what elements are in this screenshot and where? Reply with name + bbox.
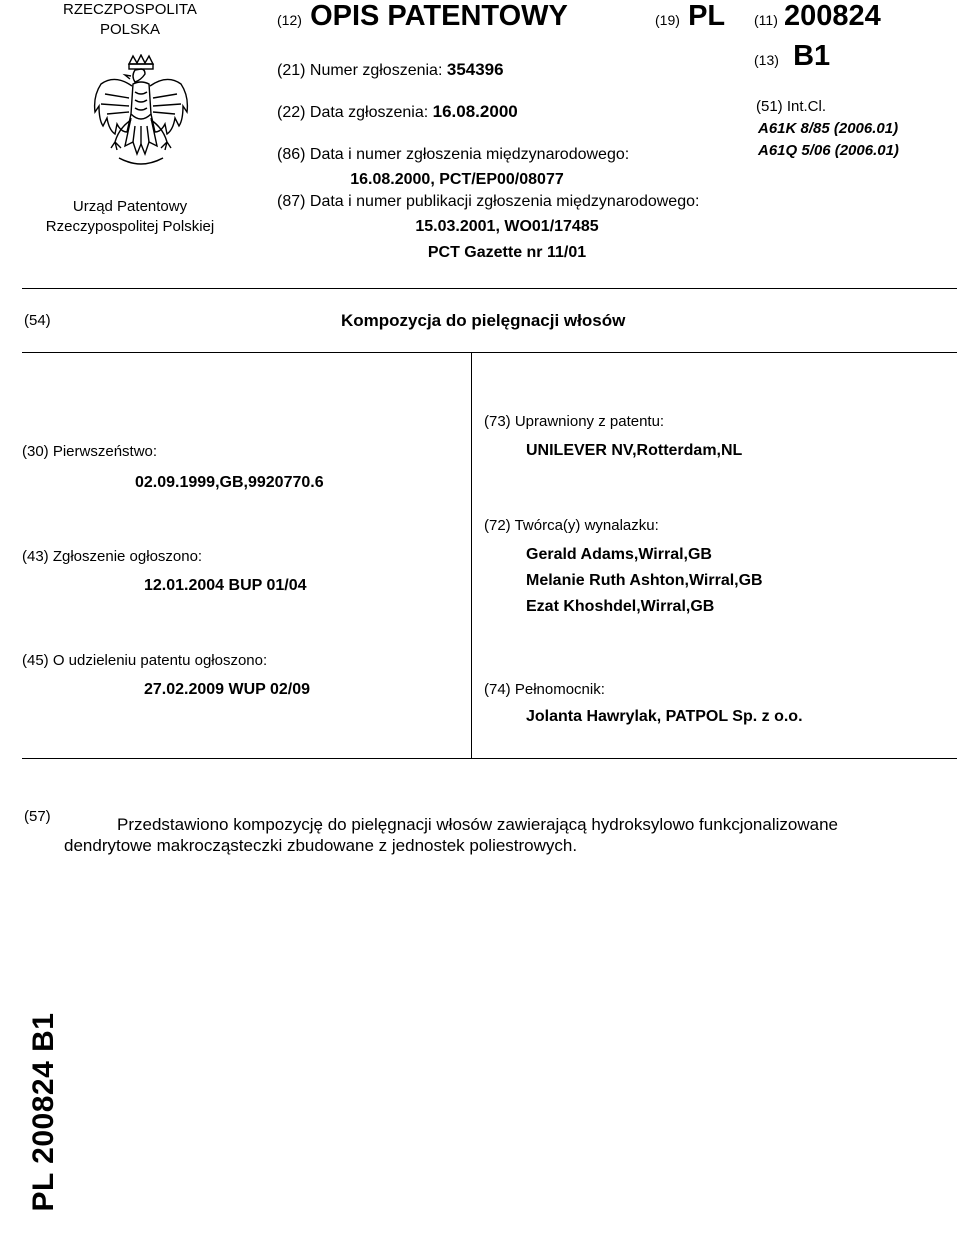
patent-number-row	[754, 0, 881, 33]
published-label: (43) Zgłoszenie ogłoszono:	[22, 548, 203, 565]
abstract-code: (57)	[24, 808, 51, 825]
intl-publication-label: (87) Data i numer publikacji zgłoszenia międzynarodowego:	[277, 193, 700, 210]
application-number-row	[277, 60, 504, 80]
inventor-3: Ezat Khoshdel,Wirral,GB	[526, 598, 715, 615]
side-patent-number: PL 200824 B1	[27, 1012, 60, 1212]
filing-date: 16.08.2000	[432, 102, 518, 121]
kind-code-row	[754, 40, 830, 73]
intcl-1: A61K 8/85 (2006.01)	[758, 120, 899, 137]
doc-type-line	[277, 0, 568, 33]
divider-title	[22, 352, 957, 353]
abstract-line-2: dendrytowe makrocząsteczki zbudowane z jednostek poliestrowych.	[64, 836, 578, 855]
title-code: (54)	[24, 312, 51, 329]
country-code-label: (19)	[655, 12, 680, 28]
patent-number-code: (11)	[754, 12, 778, 28]
owner-label: (73) Uprawniony z patentu:	[484, 413, 665, 430]
owner-value: UNILEVER NV,Rotterdam,NL	[526, 442, 743, 459]
attorney-label: (74) Pełnomocnik:	[484, 681, 605, 698]
doc-type: OPIS PATENTOWY	[310, 0, 568, 32]
inventor-2: Melanie Ruth Ashton,Wirral,GB	[526, 572, 763, 589]
inventor-1: Gerald Adams,Wirral,GB	[526, 546, 712, 563]
country-code: PL	[688, 0, 726, 32]
pct-gazette: PCT Gazette nr 11/01	[427, 244, 587, 261]
country-name: RZECZPOSPOLITA POLSKA	[63, 1, 197, 38]
application-number-label: (21) Numer zgłoszenia:	[277, 62, 443, 79]
abstract-line-1: Przedstawiono kompozycję do pielęgnacji włosów zawierającą hydroksylowo funkcjonalizowane	[117, 815, 838, 834]
country-code-line	[655, 0, 725, 33]
intcl-2: A61Q 5/06 (2006.01)	[758, 142, 899, 159]
inventors-label: (72) Twórca(y) wynalazku:	[484, 517, 659, 534]
attorney-value: Jolanta Hawrylak, PATPOL Sp. z o.o.	[526, 708, 803, 725]
filing-date-label: (22) Data zgłoszenia:	[277, 104, 429, 121]
intl-application: 16.08.2000, PCT/EP00/08077	[350, 171, 564, 188]
polish-eagle-emblem	[85, 54, 197, 176]
published-value: 12.01.2004 BUP 01/04	[144, 577, 307, 594]
doc-type-code: (12)	[277, 12, 302, 28]
filing-date-row	[277, 102, 518, 122]
patent-office-name: Urząd Patentowy Rzeczypospolitej Polskiej	[45, 198, 215, 235]
kind-code-label: (13)	[754, 52, 779, 68]
patent-title: Kompozycja do pielęgnacji włosów	[341, 311, 626, 330]
application-number: 354396	[446, 60, 504, 79]
granted-label: (45) O udzieleniu patentu ogłoszono:	[22, 652, 268, 669]
granted-value: 27.02.2009 WUP 02/09	[144, 681, 311, 698]
divider-top	[22, 288, 957, 289]
intl-application-label: (86) Data i numer zgłoszenia międzynarodowego:	[277, 146, 630, 163]
priority-value: 02.09.1999,GB,9920770.6	[135, 474, 324, 491]
divider-vertical	[471, 353, 472, 758]
kind-code: B1	[793, 40, 831, 72]
patent-number: 200824	[784, 0, 881, 32]
divider-bottom	[22, 758, 957, 759]
intcl-label: (51) Int.Cl.	[756, 98, 827, 115]
priority-label: (30) Pierwszeństwo:	[22, 443, 158, 460]
intl-publication: 15.03.2001, WO01/17485	[415, 218, 599, 235]
